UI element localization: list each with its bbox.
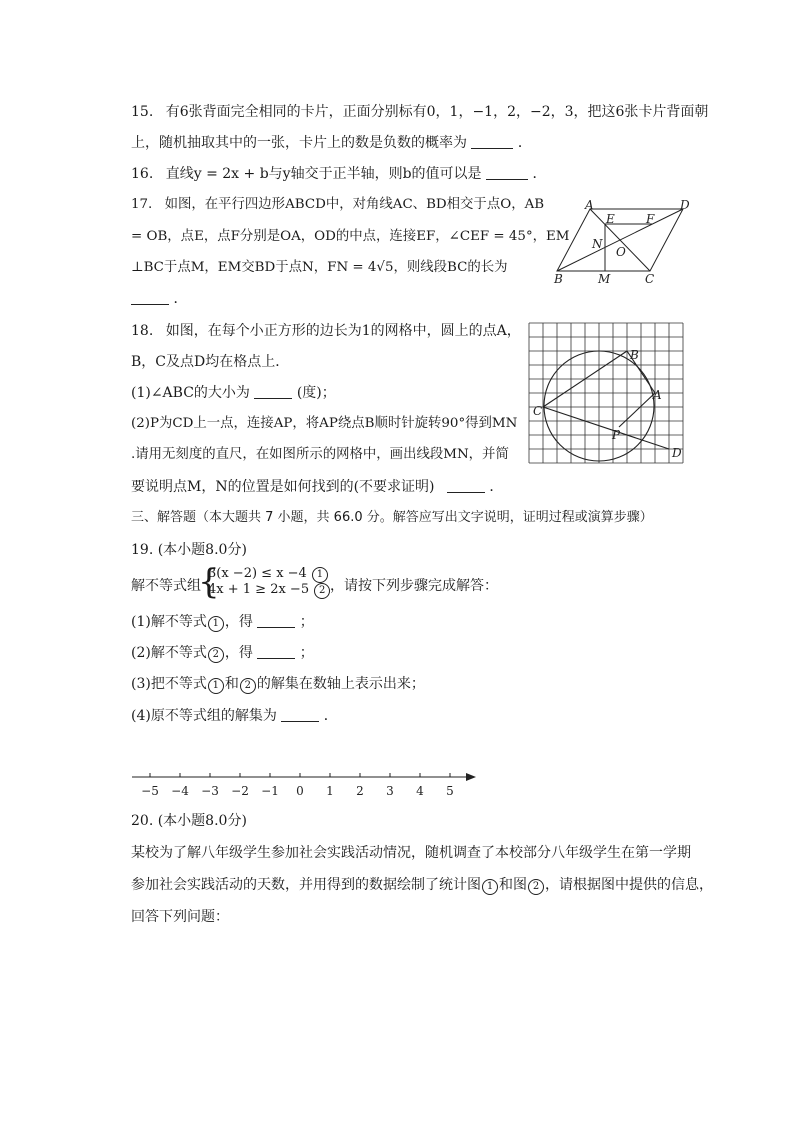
segment-ap [619,393,655,427]
q19-step4 [131,707,338,725]
number-line-label: −1 [261,784,279,798]
q18-sub1-blank[interactable] [254,384,292,399]
q19-step1-blank[interactable] [257,613,295,628]
q19-step2-blank[interactable] [257,644,295,659]
q19-header: 19. (本小题8.0分) [131,542,247,558]
number-line-label: −5 [141,784,159,798]
q16-answer-blank[interactable] [486,165,528,180]
q18-sub1-unit: (度)； [296,385,336,401]
q17-line4 [131,290,187,308]
q19-step2 [131,644,314,663]
q16-number: 16. [131,166,154,182]
q19-step1-get: ，得 [224,614,253,630]
q19-step3-text: (3)把不等式 [131,676,207,692]
q19-ineq2-mark: 2 [314,583,330,599]
q19-step2-mark: 2 [208,647,224,663]
label-m: M [598,272,611,286]
label-c: C [645,272,655,286]
q19-brace: { [198,562,220,602]
q19-step3-and: 和 [224,676,239,692]
q18-grid-figure [526,320,692,466]
q19-step2-text: (2)解不等式 [131,645,207,661]
q17-period: ． [173,291,188,307]
q18-sub2-blank[interactable] [447,478,485,493]
section-3-heading: 三、解答题（本大题共 7 小题，共 66.0 分。解答应写出文字说明，证明过程或演算步骤） [131,510,653,525]
q15-line1 [131,103,708,121]
q20-text-2a: 参加社会实践活动的天数，并用得到的数据绘制了统计图 [131,877,481,893]
label-n: N [592,237,603,251]
number-line-label: 2 [356,784,364,798]
q19-ineq1-mark: 1 [312,567,328,583]
number-line-label: 1 [326,784,334,798]
label-b: B [554,272,563,286]
q17-answer-blank[interactable] [131,290,169,305]
label-o: O [616,245,626,259]
q16-line [131,165,546,183]
label-d: D [672,446,682,460]
q19-ineq2-text: 4x + 1 ≥ 2x −5 [208,582,310,597]
diagonal-bd [557,209,683,271]
q19-step4-text: (4)原不等式组的解集为 [131,708,277,724]
number-line-label: −2 [231,784,249,798]
q17-line2: = OB，点E，点F分别是OA，OD的中点，连接EF，∠CEF = 45°，EM [131,229,570,244]
number-line-label: 4 [416,784,424,798]
q19-step1-text: (1)解不等式 [131,614,207,630]
number-line-label: −3 [201,784,219,798]
label-e: E [606,212,615,226]
q19-ineq1 [208,567,329,583]
q18-sub1 [131,384,336,402]
q17-text-1: 如图，在平行四边形ABCD中，对角线AC、BD相交于点O，AB [164,197,545,212]
q19-step1 [131,613,314,632]
q20-text-2c: ，请根据图中提供的信息， [545,877,713,893]
q20-header: 20. (本小题8.0分) [131,813,247,829]
q19-instruction: ，请按下列步骤完成解答： [330,578,498,594]
q15-text-2: 上，随机抽取其中的一张，卡片上的数是负数的概率为 [131,135,467,151]
q18-sub2-line2: .请用无刻度的直尺，在如图所示的网格中，画出线段MN，并简 [131,447,509,462]
label-b: B [630,348,639,362]
q15-period: ． [517,135,532,151]
q16-period: ． [532,166,547,182]
q18-line1 [131,322,521,340]
q18-sub2-line3 [131,478,503,496]
q19-intro: 解不等式组 [131,578,201,594]
q19-step1-mark: 1 [208,616,224,632]
q15-number: 15. [131,104,154,120]
q19-step4-end: ． [323,708,338,724]
segment-cd [543,407,669,449]
q19-ineq1-text: 3(x −2) ≤ x −4 [208,566,307,581]
q19-step1-end: ； [299,614,314,630]
q18-sub2-text-3: 要说明点M，N的位置是如何找到的(不要求证明) [131,479,435,495]
number-line-label: 5 [446,784,454,798]
number-line-label: −4 [171,784,189,798]
q20-line1: 某校为了解八年级学生参加社会实践活动情况，随机调查了本校部分八年级学生在第一学期 [131,845,691,861]
q19-step4-blank[interactable] [281,707,319,722]
q18-text-1: 如图，在每个小正方形的边长为1的网格中，圆上的点A， [165,323,521,339]
q19-number-line [128,762,484,802]
number-line-label: 0 [296,784,304,798]
q17-line1 [131,196,544,214]
q20-mark2: 2 [528,879,544,895]
q18-sub2-line1: (2)P为CD上一点，连接AP，将AP绕点B顺时针旋转90°得到MN [131,416,518,431]
q15-answer-blank[interactable] [471,134,513,149]
label-c: C [533,404,543,418]
q18-sub1-text: (1)∠ABC的大小为 [131,385,250,401]
number-line-label: 3 [386,784,394,798]
q15-text-1: 有6张背面完全相同的卡片，正面分别标有0，1，−1，2，−2，3，把这6张卡片背面朝 [165,104,709,120]
q19-step3-mark2: 2 [240,678,256,694]
q19-step3-end: 的解集在数轴上表示出来； [256,676,425,692]
q17-number: 17. [131,197,153,212]
q19-step3-mark1: 1 [208,678,224,694]
q20-line3: 回答下列问题： [131,909,229,925]
q16-text: 直线y = 2x + b与y轴交于正半轴，则b的值可以是 [165,166,482,182]
label-a: A [585,198,594,212]
q19-step2-end: ； [299,645,314,661]
q18-line2: B，C及点D均在格点上． [131,354,290,370]
q19-step2-get: ，得 [224,645,253,661]
label-d: D [680,198,690,212]
label-f: F [646,212,655,226]
label-p: P [612,428,621,442]
q20-line2 [131,876,713,895]
q18-period: ． [489,479,504,495]
q20-text-2b: 和图 [499,877,527,893]
q15-line2 [131,134,532,152]
q19-step3 [131,675,425,694]
q18-number: 18. [131,323,154,339]
number-line-arrow [466,773,476,781]
q19-ineq2 [208,583,331,599]
label-a: A [653,388,662,402]
q20-mark1: 1 [482,879,498,895]
q17-parallelogram-figure [548,196,698,288]
q17-line3: ⊥BC于点M，EM交BD于点N，FN = 4√5，则线段BC的长为 [131,260,508,275]
